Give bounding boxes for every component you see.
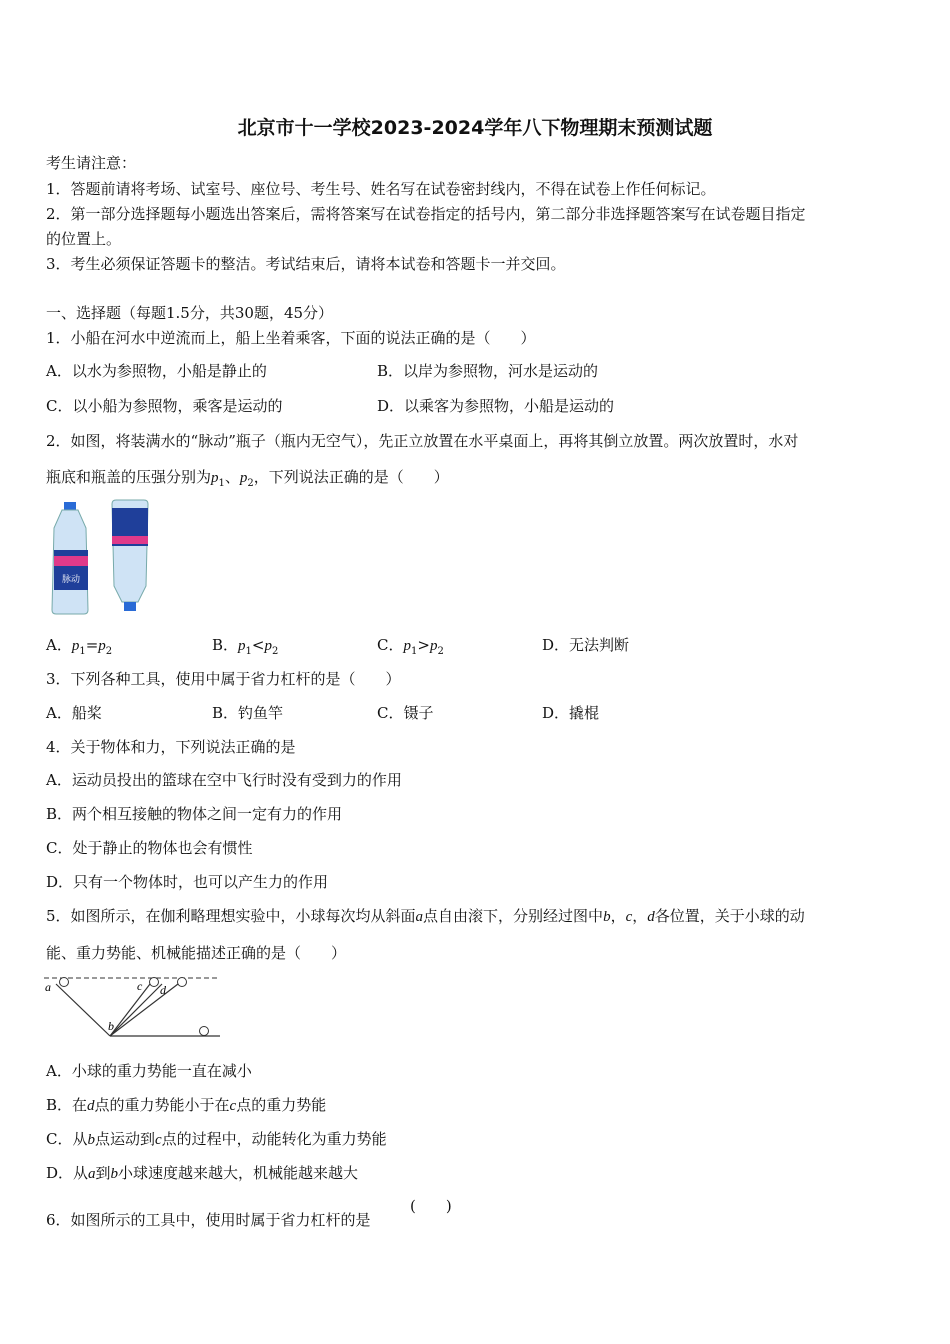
galileo-ramp-figure <box>42 970 222 1040</box>
q2-option-c: C．$p_1>p_2$ <box>377 636 444 657</box>
notice-item: 的位置上。 <box>46 230 122 248</box>
q1-option-d: D．以乘客为参照物，小船是运动的 <box>377 397 615 415</box>
question-5-stem-line2: 能、重力势能、机械能描述正确的是（ ） <box>46 944 347 962</box>
ball-at-d <box>178 978 187 987</box>
q1-option-c: C．以小船为参照物，乘客是运动的 <box>46 397 283 415</box>
q2-option-b: B．$p_1<p_2$ <box>212 636 279 657</box>
question-4-stem: 4．关于物体和力，下列说法正确的是 <box>46 738 296 756</box>
notice-heading: 考生请注意： <box>46 154 137 172</box>
label-d: d <box>160 983 166 997</box>
inverted-bottle <box>112 500 148 611</box>
page-title: 北京市十一学校2023-2024学年八下物理期末预测试题 <box>237 117 713 139</box>
q1-option-a: A．以水为参照物，小船是静止的 <box>46 362 267 380</box>
q4-option-b: B．两个相互接触的物体之间一定有力的作用 <box>46 805 343 823</box>
section-heading: 一、选择题（每题1.5分，共30题，45分） <box>46 304 334 322</box>
question-3-stem: 3．下列各种工具，使用中属于省力杠杆的是（ ） <box>46 670 401 688</box>
q4-option-a: A．运动员投出的篮球在空中飞行时没有受到力的作用 <box>46 771 402 789</box>
ball-at-a <box>60 978 69 987</box>
question-5-stem: 5．如图所示，在伽利略理想实验中，小球每次均从斜面a点自由滚下，分别经过图中b，c，d各位置，关于小球的动 <box>46 907 805 925</box>
q2-option-d: D．无法判断 <box>542 636 630 654</box>
medium-incline <box>110 984 162 1036</box>
left-incline <box>56 984 110 1036</box>
q6-answer-paren: ( ) <box>410 1197 452 1215</box>
q5-option-a: A．小球的重力势能一直在减小 <box>46 1062 252 1080</box>
q1-option-b: B．以岸为参照物，河水是运动的 <box>377 362 599 380</box>
question-1-stem: 1．小船在河水中逆流而上，船上坐着乘客，下面的说法正确的是（ ） <box>46 329 536 347</box>
question-6-stem: 6．如图所示的工具中，使用时属于省力杠杆的是 <box>46 1211 371 1229</box>
bottles-figure <box>48 498 158 618</box>
ball-on-floor <box>200 1027 209 1036</box>
notice-item: 2．第一部分选择题每小题选出答案后，需将答案写在试卷指定的括号内，第二部分非选择题答案写在试卷题目指定 <box>46 205 806 223</box>
q5-option-d: D．从a到b小球速度越来越大，机械能越来越大 <box>46 1164 359 1182</box>
label-c: c <box>137 979 143 993</box>
q3-option-a: A．船桨 <box>46 704 102 722</box>
q3-option-b: B．钓鱼竿 <box>212 704 284 722</box>
upright-bottle <box>52 502 88 614</box>
notice-item: 1．答题前请将考场、试室号、座位号、考生号、姓名写在试卷密封线内，不得在试卷上作任何标记。 <box>46 180 716 198</box>
q4-option-c: C．处于静止的物体也会有惯性 <box>46 839 253 857</box>
label-b: b <box>108 1019 114 1033</box>
q2-option-a: A．$p_1=p_2$ <box>46 636 113 657</box>
q4-option-d: D．只有一个物体时，也可以产生力的作用 <box>46 873 329 891</box>
ball-at-c <box>150 978 159 987</box>
q5-option-c: C．从b点运动到c点的过程中，动能转化为重力势能 <box>46 1130 387 1148</box>
notice-item: 3．考生必须保证答题卡的整洁。考试结束后，请将本试卷和答题卡一并交回。 <box>46 255 566 273</box>
q3-option-d: D．撬棍 <box>542 704 600 722</box>
label-a: a <box>45 980 51 994</box>
question-2-stem: 2．如图，将装满水的“脉动”瓶子（瓶内无空气），先正立放置在水平桌面上，再将其倒立放置。两次放置时，水对 <box>46 432 799 450</box>
q3-option-c: C．镊子 <box>377 704 434 722</box>
q5-option-b: B．在d点的重力势能小于在c点的重力势能 <box>46 1096 327 1114</box>
bottle-brand-label: 脉动 <box>61 575 81 585</box>
question-2-stem-line2: 瓶底和瓶盖的压强分别为$p_1$、$p_2$，下列说法正确的是（ ） <box>46 468 449 489</box>
